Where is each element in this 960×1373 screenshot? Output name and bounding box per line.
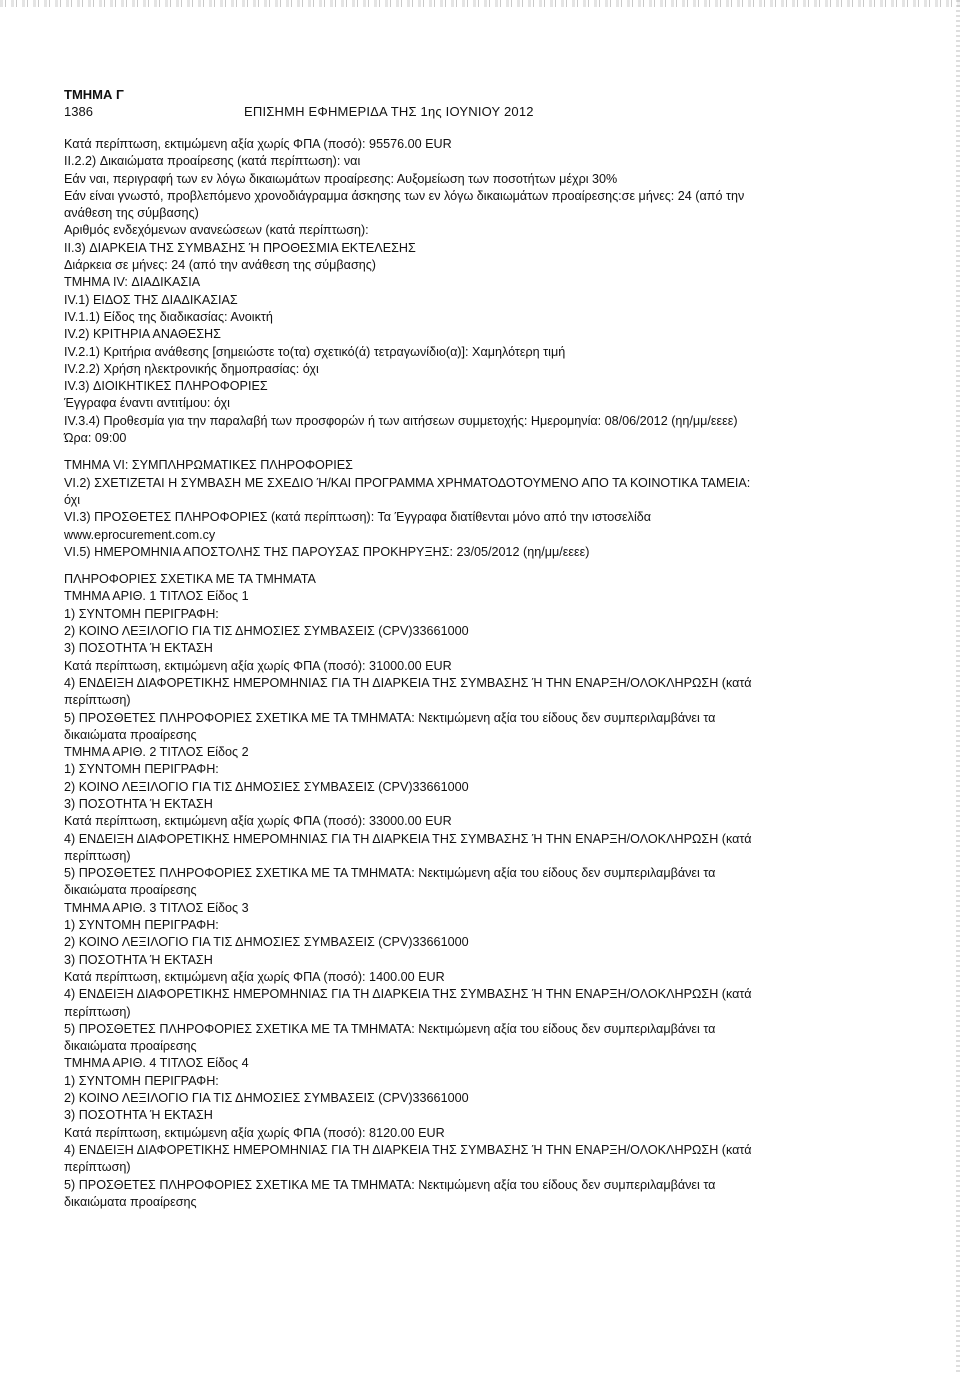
text-line: 3) ΠΟΣΟΤΗΤΑ Ή ΕΚΤΑΣΗ: [64, 641, 213, 656]
text-line: δικαιώματα προαίρεσης: [64, 1039, 197, 1054]
text-line: II.3) ΔΙΑΡΚΕΙΑ ΤΗΣ ΣΥΜΒΑΣΗΣ Ή ΠΡΟΘΕΣΜΙΑ ΕΚΤΕΛΕΣΗΣ: [64, 240, 416, 255]
text-line: ΤΜΗΜΑ ΑΡΙΘ. 4 ΤΙΤΛΟΣ Είδος 4: [64, 1056, 249, 1071]
text-line: 3) ΠΟΣΟΤΗΤΑ Ή ΕΚΤΑΣΗ: [64, 796, 213, 811]
text-line: Αριθμός ενδεχόμενων ανανεώσεων (κατά περίπτωση):: [64, 223, 369, 238]
text-line: 2) ΚΟΙΝΟ ΛΕΞΙΛΟΓΙΟ ΓΙΑ ΤΙΣ ΔΗΜΟΣΙΕΣ ΣΥΜΒΑΣΕΙΣ (CPV)33661000: [64, 935, 469, 950]
document-body: [64, 136, 828, 1211]
text-line: VI.2) ΣΧΕΤΙΖΕΤΑΙ Η ΣΥΜΒΑΣΗ ΜΕ ΣΧΕΔΙΟ Ή/ΚΑΙ ΠΡΟΓΡΑΜΜΑ ΧΡΗΜΑΤΟΔΟΤΟΥΜΕΝΟ ΑΠΟ ΤΑ ΚΟΙΝΟΤΙΚΑ ΤΑΜΕΙΑ:: [64, 475, 751, 490]
text-line: ΤΜΗΜΑ ΑΡΙΘ. 3 ΤΙΤΛΟΣ Είδος 3: [64, 900, 249, 915]
text-line: IV.3.4) Προθεσμία για την παραλαβή των προσφορών ή των αιτήσεων συμμετοχής: Ημερομηνία: 08/06/2012 (ηη/μμ/εεεε): [64, 413, 738, 428]
text-line: 5) ΠΡΟΣΘΕΤΕΣ ΠΛΗΡΟΦΟΡΙΕΣ ΣΧΕΤΙΚΑ ΜΕ ΤΑ ΤΜΗΜΑΤΑ: Νεκτιμώμενη αξία του είδους δεν συμπεριλαμβάνει τα: [64, 1021, 716, 1036]
text-line: IV.1.1) Είδος της διαδικασίας: Ανοικτή: [64, 309, 273, 324]
text-line: 2) ΚΟΙΝΟ ΛΕΞΙΛΟΓΙΟ ΓΙΑ ΤΙΣ ΔΗΜΟΣΙΕΣ ΣΥΜΒΑΣΕΙΣ (CPV)33661000: [64, 779, 469, 794]
text-line: Εάν ναι, περιγραφή των εν λόγω δικαιωμάτων προαίρεσης: Αυξομείωση των ποσοτήτων μέχρι 30%: [64, 171, 618, 186]
text-line: Ώρα: 09:00: [64, 431, 127, 446]
text-line: Κατά περίπτωση, εκτιμώμενη αξία χωρίς ΦΠΑ (ποσό): 1400.00 EUR: [64, 969, 445, 984]
text-line: 1) ΣΥΝΤΟΜΗ ΠΕΡΙΓΡΑΦΗ:: [64, 918, 219, 933]
text-line: περίπτωση): [64, 1004, 131, 1019]
text-line: 3) ΠΟΣΟΤΗΤΑ Ή ΕΚΤΑΣΗ: [64, 1108, 213, 1123]
text-line: ΤΜΗΜΑ IV: ΔΙΑΔΙΚΑΣΙΑ: [64, 275, 201, 290]
text-line: IV.2) ΚΡΙΤΗΡΙΑ ΑΝΑΘΕΣΗΣ: [64, 327, 221, 342]
text-line: 1) ΣΥΝΤΟΜΗ ΠΕΡΙΓΡΑΦΗ:: [64, 1073, 219, 1088]
text-line: VI.5) ΗΜΕΡΟΜΗΝΙΑ ΑΠΟΣΤΟΛΗΣ ΤΗΣ ΠΑΡΟΥΣΑΣ ΠΡΟΚΗΡΥΞΗΣ: 23/05/2012 (ηη/μμ/εεεε): [64, 544, 590, 559]
text-line: IV.2.1) Κριτήρια ανάθεσης [σημειώστε το(τα) σχετικό(ά) τετραγωνίδιο(α)]: Χαμηλότερη τιμή: [64, 344, 566, 359]
text-line: περίπτωση): [64, 848, 131, 863]
spacer: [64, 561, 828, 571]
text-line: 5) ΠΡΟΣΘΕΤΕΣ ΠΛΗΡΟΦΟΡΙΕΣ ΣΧΕΤΙΚΑ ΜΕ ΤΑ ΤΜΗΜΑΤΑ: Νεκτιμώμενη αξία του είδους δεν συμπεριλαμβάνει τα: [64, 1177, 716, 1192]
text-line: όχι: [64, 492, 81, 507]
text-line: δικαιώματα προαίρεσης: [64, 727, 197, 742]
text-line: δικαιώματα προαίρεσης: [64, 1194, 197, 1209]
text-line: 2) ΚΟΙΝΟ ΛΕΞΙΛΟΓΙΟ ΓΙΑ ΤΙΣ ΔΗΜΟΣΙΕΣ ΣΥΜΒΑΣΕΙΣ (CPV)33661000: [64, 1091, 469, 1106]
text-line: ΤΜΗΜΑ VI: ΣΥΜΠΛΗΡΩΜΑΤΙΚΕΣ ΠΛΗΡΟΦΟΡΙΕΣ: [64, 458, 353, 473]
section-label: ΤΜΗΜΑ Γ: [64, 87, 124, 102]
text-line: ΤΜΗΜΑ ΑΡΙΘ. 1 ΤΙΤΛΟΣ Είδος 1: [64, 589, 249, 604]
text-line: δικαιώματα προαίρεσης: [64, 883, 197, 898]
text-line: IV.3) ΔΙΟΙΚΗΤΙΚΕΣ ΠΛΗΡΟΦΟΡΙΕΣ: [64, 379, 268, 394]
text-line: 4) ΕΝΔΕΙΞΗ ΔΙΑΦΟΡΕΤΙΚΗΣ ΗΜΕΡΟΜΗΝΙΑΣ ΓΙΑ ΤΗ ΔΙΑΡΚΕΙΑ ΤΗΣ ΣΥΜΒΑΣΗΣ Ή ΤΗΝ ΕΝΑΡΞΗ/ΟΛΟΚΛΗΡΩΣΗ (κατά: [64, 987, 752, 1002]
text-line: VI.3) ΠΡΟΣΘΕΤΕΣ ΠΛΗΡΟΦΟΡΙΕΣ (κατά περίπτωση): Τα Έγγραφα διατίθενται μόνο από την ιστοσελίδα: [64, 510, 652, 525]
header-row: [64, 103, 904, 120]
text-line: 1) ΣΥΝΤΟΜΗ ΠΕΡΙΓΡΑΦΗ:: [64, 606, 219, 621]
scan-edge-right: [956, 0, 960, 1373]
text-line: Κατά περίπτωση, εκτιμώμενη αξία χωρίς ΦΠΑ (ποσό): 31000.00 EUR: [64, 658, 452, 673]
text-line: Κατά περίπτωση, εκτιμώμενη αξία χωρίς ΦΠΑ (ποσό): 8120.00 EUR: [64, 1125, 445, 1140]
text-line: 2) ΚΟΙΝΟ ΛΕΞΙΛΟΓΙΟ ΓΙΑ ΤΙΣ ΔΗΜΟΣΙΕΣ ΣΥΜΒΑΣΕΙΣ (CPV)33661000: [64, 624, 469, 639]
text-line: 5) ΠΡΟΣΘΕΤΕΣ ΠΛΗΡΟΦΟΡΙΕΣ ΣΧΕΤΙΚΑ ΜΕ ΤΑ ΤΜΗΜΑΤΑ: Νεκτιμώμενη αξία του είδους δεν συμπεριλαμβάνει τα: [64, 710, 716, 725]
text-line: 5) ΠΡΟΣΘΕΤΕΣ ΠΛΗΡΟΦΟΡΙΕΣ ΣΧΕΤΙΚΑ ΜΕ ΤΑ ΤΜΗΜΑΤΑ: Νεκτιμώμενη αξία του είδους δεν συμπεριλαμβάνει τα: [64, 866, 716, 881]
text-line: Έγγραφα έναντι αντιτίμου: όχι: [64, 396, 230, 411]
spacer: [64, 447, 828, 457]
text-line: II.2.2) Δικαιώματα προαίρεσης (κατά περίπτωση): ναι: [64, 154, 361, 169]
text-line: 3) ΠΟΣΟΤΗΤΑ Ή ΕΚΤΑΣΗ: [64, 952, 213, 967]
text-line: 4) ΕΝΔΕΙΞΗ ΔΙΑΦΟΡΕΤΙΚΗΣ ΗΜΕΡΟΜΗΝΙΑΣ ΓΙΑ ΤΗ ΔΙΑΡΚΕΙΑ ΤΗΣ ΣΥΜΒΑΣΗΣ Ή ΤΗΝ ΕΝΑΡΞΗ/ΟΛΟΚΛΗΡΩΣΗ (κατά: [64, 675, 752, 690]
text-line: IV.2.2) Χρήση ηλεκτρονικής δημοπρασίας: όχι: [64, 361, 319, 376]
scan-edge-top: [0, 0, 960, 7]
text-line: 4) ΕΝΔΕΙΞΗ ΔΙΑΦΟΡΕΤΙΚΗΣ ΗΜΕΡΟΜΗΝΙΑΣ ΓΙΑ ΤΗ ΔΙΑΡΚΕΙΑ ΤΗΣ ΣΥΜΒΑΣΗΣ Ή ΤΗΝ ΕΝΑΡΞΗ/ΟΛΟΚΛΗΡΩΣΗ (κατά: [64, 831, 752, 846]
text-line: www.eprocurement.com.cy: [64, 527, 216, 542]
text-line: 1) ΣΥΝΤΟΜΗ ΠΕΡΙΓΡΑΦΗ:: [64, 762, 219, 777]
text-line: Διάρκεια σε μήνες: 24 (από την ανάθεση της σύμβασης): [64, 258, 376, 273]
gazette-title: ΕΠΙΣΗΜΗ ΕΦΗΜΕΡΙΔΑ ΤΗΣ 1ης ΙΟΥΝΙΟΥ 2012: [244, 104, 534, 119]
page-header: [64, 86, 904, 120]
text-line: ΠΛΗΡΟΦΟΡΙΕΣ ΣΧΕΤΙΚΑ ΜΕ ΤΑ ΤΜΗΜΑΤΑ: [64, 572, 316, 587]
page-number: 1386: [64, 104, 93, 119]
text-line: Κατά περίπτωση, εκτιμώμενη αξία χωρίς ΦΠΑ (ποσό): 33000.00 EUR: [64, 814, 452, 829]
text-line: περίπτωση): [64, 1160, 131, 1175]
text-line: IV.1) ΕΙΔΟΣ ΤΗΣ ΔΙΑΔΙΚΑΣΙΑΣ: [64, 292, 238, 307]
text-line: 4) ΕΝΔΕΙΞΗ ΔΙΑΦΟΡΕΤΙΚΗΣ ΗΜΕΡΟΜΗΝΙΑΣ ΓΙΑ ΤΗ ΔΙΑΡΚΕΙΑ ΤΗΣ ΣΥΜΒΑΣΗΣ Ή ΤΗΝ ΕΝΑΡΞΗ/ΟΛΟΚΛΗΡΩΣΗ (κατά: [64, 1142, 752, 1157]
text-line: ανάθεση της σύμβασης): [64, 206, 199, 221]
text-line: ΤΜΗΜΑ ΑΡΙΘ. 2 ΤΙΤΛΟΣ Είδος 2: [64, 745, 249, 760]
text-line: Εάν είναι γνωστό, προβλεπόμενο χρονοδιάγραμμα άσκησης των εν λόγω δικαιωμάτων προαίρεσης:σε μήνες: 24 (από την: [64, 188, 745, 203]
text-line: περίπτωση): [64, 693, 131, 708]
text-line: Κατά περίπτωση, εκτιμώμενη αξία χωρίς ΦΠΑ (ποσό): 95576.00 EUR: [64, 137, 452, 151]
